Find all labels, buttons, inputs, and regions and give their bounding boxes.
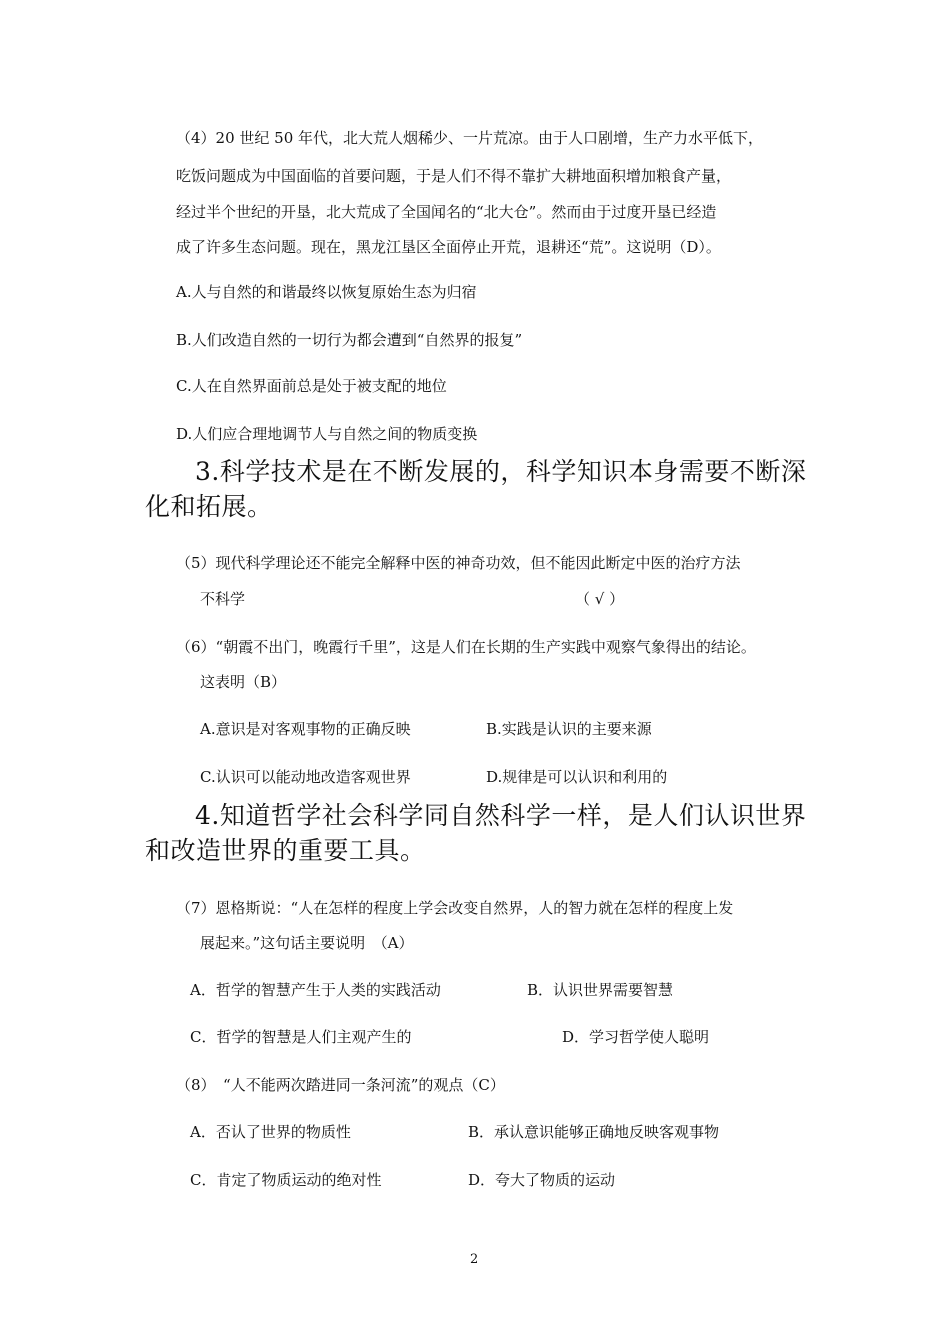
q4-line-3: 经过半个世纪的开垦，北大荒成了全国闻名的“北大仓”。然而由于过度开垦已经造	[176, 203, 717, 221]
q6-line-1: （6）“朝霞不出门，晚霞行千里”，这是人们在长期的生产实践中观察气象得出的结论。	[176, 638, 756, 656]
q8-option-a: A．否认了世界的物质性	[190, 1123, 351, 1141]
q8-option-d: D．夸大了物质的运动	[468, 1171, 616, 1189]
q6-option-c: C.认识可以能动地改造客观世界	[200, 768, 411, 786]
q6-line-2: 这表明（B）	[200, 673, 287, 691]
q5-answer: （ √ ）	[575, 590, 625, 608]
q5-line-2: 不科学	[200, 590, 246, 608]
q4-line-2: 吃饭问题成为中国面临的首要问题，于是人们不得不靠扩大耕地面积增加粮食产量，	[176, 167, 732, 185]
q6-option-d: D.规律是可以认识和利用的	[486, 768, 668, 786]
q7-line-2: 展起来。”这句话主要说明 （A）	[200, 934, 414, 952]
q4-option-c: C.人在自然界面前总是处于被支配的地位	[176, 377, 447, 395]
q4-option-b: B.人们改造自然的一切行为都会遭到“自然界的报复”	[176, 331, 523, 349]
q7-option-d: D．学习哲学使人聪明	[562, 1028, 710, 1046]
q4-line-4: 成了许多生态问题。现在，黑龙江垦区全面停止开荒，退耕还“荒”。这说明（D）。	[176, 238, 721, 256]
q6-option-a: A.意识是对客观事物的正确反映	[200, 720, 411, 738]
section-3-heading-line-1: 3.科学技术是在不断发展的，科学知识本身需要不断深	[195, 457, 807, 486]
q8-option-b: B．承认意识能够正确地反映客观事物	[468, 1123, 720, 1141]
q4-option-a: A.人与自然的和谐最终以恢复原始生态为归宿	[176, 283, 477, 301]
q7-option-c: C．哲学的智慧是人们主观产生的	[190, 1028, 412, 1046]
q7-option-b: B．认识世界需要智慧	[527, 981, 674, 999]
section-3-heading-line-2: 化和拓展。	[145, 492, 273, 521]
q4-line-1: （4）20 世纪 50 年代，北大荒人烟稀少、一片荒凉。由于人口剧增，生产力水平低下，	[176, 129, 764, 147]
section-4-heading-line-2: 和改造世界的重要工具。	[145, 836, 426, 865]
q8-line-1: （8） “人不能两次踏进同一条河流”的观点（C）	[176, 1076, 505, 1094]
q7-line-1: （7）恩格斯说：“人在怎样的程度上学会改变自然界，人的智力就在怎样的程度上发	[176, 899, 734, 917]
q5-line-1: （5）现代科学理论还不能完全解释中医的神奇功效，但不能因此断定中医的治疗方法	[176, 554, 741, 572]
q4-option-d: D.人们应合理地调节人与自然之间的物质变换	[176, 425, 478, 443]
page-number: 2	[470, 1252, 479, 1267]
q6-option-b: B.实践是认识的主要来源	[486, 720, 652, 738]
section-4-heading-line-1: 4.知道哲学社会科学同自然科学一样，是人们认识世界	[195, 801, 807, 830]
q8-option-c: C．肯定了物质运动的绝对性	[190, 1171, 382, 1189]
q7-option-a: A．哲学的智慧产生于人类的实践活动	[190, 981, 441, 999]
